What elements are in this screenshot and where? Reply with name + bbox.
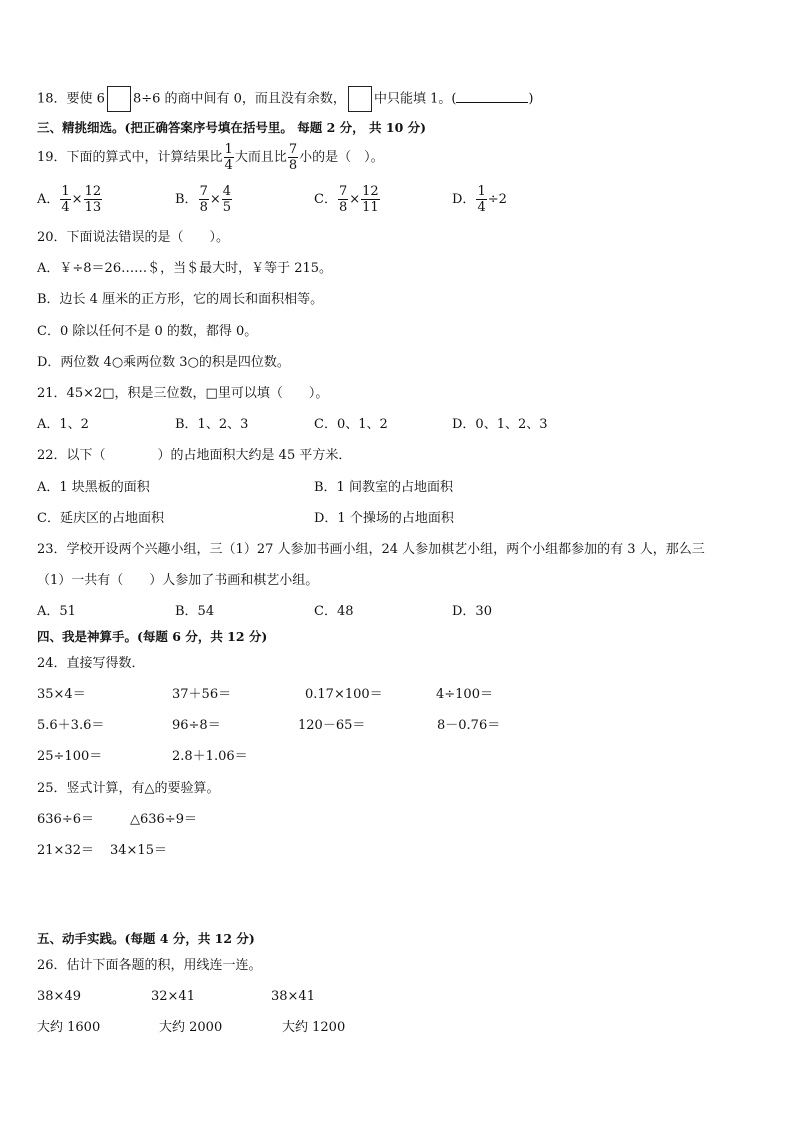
question-21-stem: 21．45×2□，积是三位数，□里可以填（ ）。 bbox=[37, 386, 329, 401]
answer-box[interactable] bbox=[107, 86, 131, 112]
numerator: 12 bbox=[84, 184, 102, 199]
fraction bbox=[338, 184, 348, 215]
calc-item: 636÷6＝ bbox=[37, 812, 94, 827]
estimate-answer[interactable]: 大约 2000 bbox=[159, 1020, 223, 1035]
option-20-b[interactable]: B．边长 4 厘米的正方形，它的周长和面积相等。 bbox=[37, 292, 324, 307]
operator: × bbox=[209, 192, 221, 207]
option-23-a[interactable]: A．51 bbox=[37, 604, 76, 619]
calc-item: △636÷9＝ bbox=[130, 812, 197, 827]
option-23-c[interactable]: C．48 bbox=[314, 604, 354, 619]
numerator: 7 bbox=[199, 184, 208, 199]
fraction bbox=[224, 142, 234, 173]
numerator: 12 bbox=[362, 184, 379, 199]
option-19-c[interactable] bbox=[314, 184, 381, 215]
question-19-stem bbox=[37, 142, 384, 173]
calc-item: 96÷8＝ bbox=[172, 718, 221, 733]
estimate-expression[interactable]: 32×41 bbox=[151, 989, 195, 1004]
calc-item: 0.17×100＝ bbox=[305, 687, 383, 702]
option-19-d[interactable] bbox=[452, 184, 507, 215]
calc-item: 25÷100＝ bbox=[37, 749, 103, 764]
fraction bbox=[361, 184, 380, 215]
question-23-stem-line1: 23．学校开设两个兴趣小组，三（1）27 人参加书画小组，24 人参加棋艺小组，两个小组都参加的有 3 人，那么三 bbox=[37, 542, 705, 557]
numerator: 1 bbox=[224, 142, 233, 157]
calc-item: 8－0.76＝ bbox=[437, 718, 501, 733]
question-26-stem: 26．估计下面各题的积，用线连一连。 bbox=[37, 958, 262, 973]
q18-text: 18．要使 6 bbox=[37, 91, 105, 107]
section-4-title: 四、我是神算手。(每题 6 分，共 12 分) bbox=[37, 629, 268, 644]
option-22-b[interactable]: B．1 间教室的占地面积 bbox=[314, 480, 453, 495]
option-19-b[interactable] bbox=[175, 184, 233, 215]
option-label: C． bbox=[314, 192, 337, 207]
numerator: 1 bbox=[477, 184, 486, 199]
q19-text: 小的是（ ）。 bbox=[299, 150, 384, 165]
answer-box[interactable] bbox=[348, 86, 372, 112]
option-23-d[interactable]: D．30 bbox=[452, 604, 492, 619]
estimate-expression[interactable]: 38×41 bbox=[271, 989, 315, 1004]
q18-text: ) bbox=[528, 91, 534, 107]
q18-text: 8÷6 的商中间有 0，而且没有余数， bbox=[132, 91, 346, 107]
fraction bbox=[199, 184, 209, 215]
denominator: 11 bbox=[362, 200, 379, 215]
option-label: A． bbox=[37, 192, 60, 207]
option-21-b[interactable]: B．1、2、3 bbox=[175, 417, 249, 432]
option-label: D． bbox=[452, 192, 476, 207]
q19-text: 大而且比 bbox=[234, 150, 287, 165]
denominator: 5 bbox=[222, 200, 232, 215]
denominator: 13 bbox=[84, 200, 102, 215]
calc-item: 120－65＝ bbox=[298, 718, 366, 733]
option-21-c[interactable]: C．0、1、2 bbox=[314, 417, 388, 432]
calc-item: 37＋56＝ bbox=[172, 687, 232, 702]
question-24-stem: 24．直接写得数． bbox=[37, 656, 145, 671]
question-22-stem: 22．以下（ ）的占地面积大约是 45 平方米． bbox=[37, 448, 352, 463]
estimate-answer[interactable]: 大约 1200 bbox=[282, 1020, 346, 1035]
calc-item: 34×15＝ bbox=[110, 843, 167, 858]
question-20-stem: 20．下面说法错误的是（ ）。 bbox=[37, 230, 230, 245]
section-5-title: 五、动手实践。(每题 4 分，共 12 分) bbox=[37, 931, 255, 946]
option-22-c[interactable]: C．延庆区的占地面积 bbox=[37, 511, 164, 526]
q19-text: 19．下面的算式中，计算结果比 bbox=[37, 150, 223, 165]
numerator: 4 bbox=[222, 184, 232, 199]
calc-item: 5.6＋3.6＝ bbox=[37, 718, 105, 733]
calc-item: 2.8＋1.06＝ bbox=[172, 749, 248, 764]
fraction bbox=[60, 184, 70, 215]
numerator: 7 bbox=[288, 142, 298, 157]
denominator: 4 bbox=[224, 158, 233, 173]
question-25-stem: 25．竖式计算，有△的要验算。 bbox=[37, 781, 220, 796]
option-label: B． bbox=[175, 192, 198, 207]
calc-item: 4÷100＝ bbox=[436, 687, 493, 702]
calc-item: 21×32＝ bbox=[37, 843, 94, 858]
question-18 bbox=[37, 86, 534, 112]
option-21-a[interactable]: A．1、2 bbox=[37, 417, 89, 432]
answer-blank[interactable] bbox=[456, 88, 528, 103]
fraction bbox=[222, 184, 232, 215]
denominator: 8 bbox=[338, 200, 348, 215]
denominator: 4 bbox=[477, 200, 486, 215]
denominator: 4 bbox=[61, 200, 70, 215]
option-21-d[interactable]: D．0、1、2、3 bbox=[452, 417, 548, 432]
operator: × bbox=[71, 192, 83, 207]
numerator: 7 bbox=[338, 184, 348, 199]
option-23-b[interactable]: B．54 bbox=[175, 604, 215, 619]
option-20-d[interactable]: D．两位数 4○乘两位数 3○的积是四位数。 bbox=[37, 355, 290, 370]
operator: ÷2 bbox=[487, 192, 507, 207]
fraction bbox=[476, 184, 486, 215]
denominator: 8 bbox=[199, 200, 208, 215]
fraction bbox=[288, 142, 298, 173]
operator: × bbox=[349, 192, 361, 207]
option-22-a[interactable]: A．1 块黑板的面积 bbox=[37, 480, 150, 495]
option-20-c[interactable]: C．0 除以任何不是 0 的数，都得 0。 bbox=[37, 324, 258, 339]
calc-item: 35×4＝ bbox=[37, 687, 86, 702]
option-20-a[interactable]: A．￥÷8＝26……＄，当＄最大时，￥等于 215。 bbox=[37, 261, 333, 276]
option-22-d[interactable]: D．1 个操场的占地面积 bbox=[314, 511, 454, 526]
fraction bbox=[84, 184, 103, 215]
estimate-answer[interactable]: 大约 1600 bbox=[37, 1020, 101, 1035]
numerator: 1 bbox=[61, 184, 70, 199]
q18-text: 中只能填 1。( bbox=[373, 91, 457, 107]
question-23-stem-line2: （1）一共有（ ）人参加了书画和棋艺小组。 bbox=[37, 573, 319, 588]
estimate-expression[interactable]: 38×49 bbox=[37, 989, 81, 1004]
option-19-a[interactable] bbox=[37, 184, 103, 215]
denominator: 8 bbox=[288, 158, 298, 173]
section-3-title: 三、精挑细选。(把正确答案序号填在括号里。 每题 2 分， 共 10 分) bbox=[37, 120, 427, 135]
